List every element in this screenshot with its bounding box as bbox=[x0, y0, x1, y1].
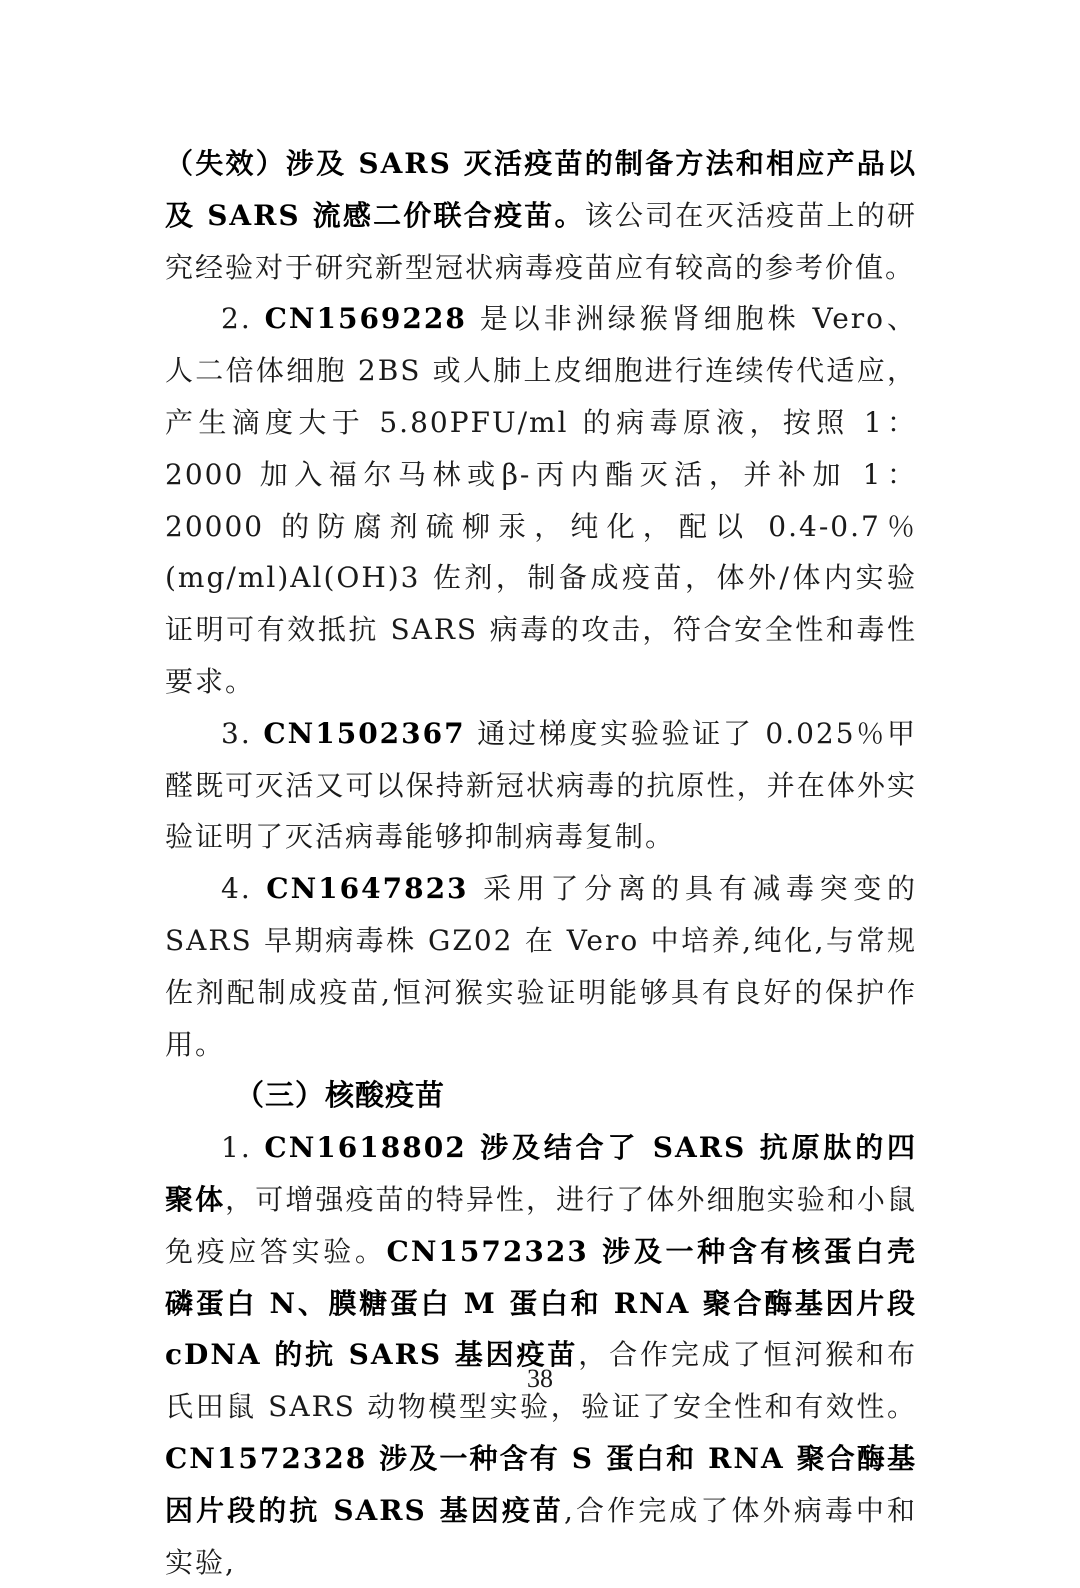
item-4-patent-id: CN1647823 bbox=[266, 872, 469, 906]
nucleic-number: 1. bbox=[221, 1131, 265, 1165]
item-3-patent-id: CN1502367 bbox=[263, 716, 466, 750]
nucleic-text-3: ,合作完成了体外病毒中和实验, bbox=[165, 1493, 917, 1579]
item-2-patent-id: CN1569228 bbox=[264, 302, 467, 336]
intro-bold-text: （失效）涉及 SARS 灭活疫苗的制备方法和相应产品以及 SARS 流感二价联合疫苗。 bbox=[165, 147, 917, 232]
item-3-paragraph bbox=[165, 708, 917, 863]
nucleic-text-1: ，可增强疫苗的特异性，进行了体外细胞实验和小鼠免疫应答实验。 bbox=[165, 1182, 917, 1268]
section-heading: （三）核酸疫苗 bbox=[235, 1078, 446, 1113]
item-4-text: 采用了分离的具有减毒突变的 SARS 早期病毒株 GZ02 在 Vero 中培养,纯化,与常规佐剂配制成疫苗,恒河猴实验证明能够具有良好的保护作用。 bbox=[165, 872, 917, 1061]
nucleic-paragraph bbox=[165, 1122, 917, 1588]
intro-paragraph bbox=[165, 138, 917, 293]
item-3-number: 3. bbox=[221, 716, 264, 750]
item-3-text: 通过梯度实验验证了 0.025％甲醛既可灭活又可以保持新冠状病毒的抗原性，并在体外实验证明了灭活病毒能够抑制病毒复制。 bbox=[165, 716, 917, 854]
nucleic-bold-3: CN1572328 涉及一种含有 S 蛋白和 RNA 聚合酶基因片段的抗 SARS 基因疫苗 bbox=[165, 1441, 917, 1527]
item-2-text: 是以非洲绿猴肾细胞株 Vero、人二倍体细胞 2BS 或人肺上皮细胞进行连续传代适应，产生滴度大于 5.80PFU/ml 的病毒原液，按照 1：2000 加入福尔马林或β-丙内酯灭活，并补加 1：20000 的防腐剂硫柳汞，纯化，配以 0.4-0.7％(mg/ml)Al(OH)3 佐剂，制备成疫苗，体外/体内实验证明可有效抵抗 SARS 病毒的攻击，符合安全性和毒性要求。 bbox=[165, 302, 917, 698]
nucleic-bold-1: CN1618802 涉及结合了 SARS 抗原肽的四聚体 bbox=[165, 1131, 917, 1216]
page-number: 38 bbox=[527, 1364, 553, 1393]
item-4-number: 4. bbox=[221, 872, 267, 906]
intro-text: 该公司在灭活疫苗上的研究经验对于研究新型冠状病毒疫苗应有较高的参考价值。 bbox=[165, 198, 917, 284]
nucleic-bold-2: CN1572323 涉及一种含有核蛋白壳磷蛋白 N、膜糖蛋白 M 蛋白和 RNA 聚合酶基因片段 cDNA 的抗 SARS 基因疫苗 bbox=[165, 1234, 917, 1372]
nucleic-text-2: ，合作完成了恒河猴和布氏田鼠 SARS 动物模型实验，验证了安全性和有效性。 bbox=[165, 1338, 917, 1424]
item-2-number: 2. bbox=[221, 302, 265, 336]
item-4-paragraph bbox=[165, 863, 917, 1070]
item-2-paragraph bbox=[165, 293, 917, 707]
